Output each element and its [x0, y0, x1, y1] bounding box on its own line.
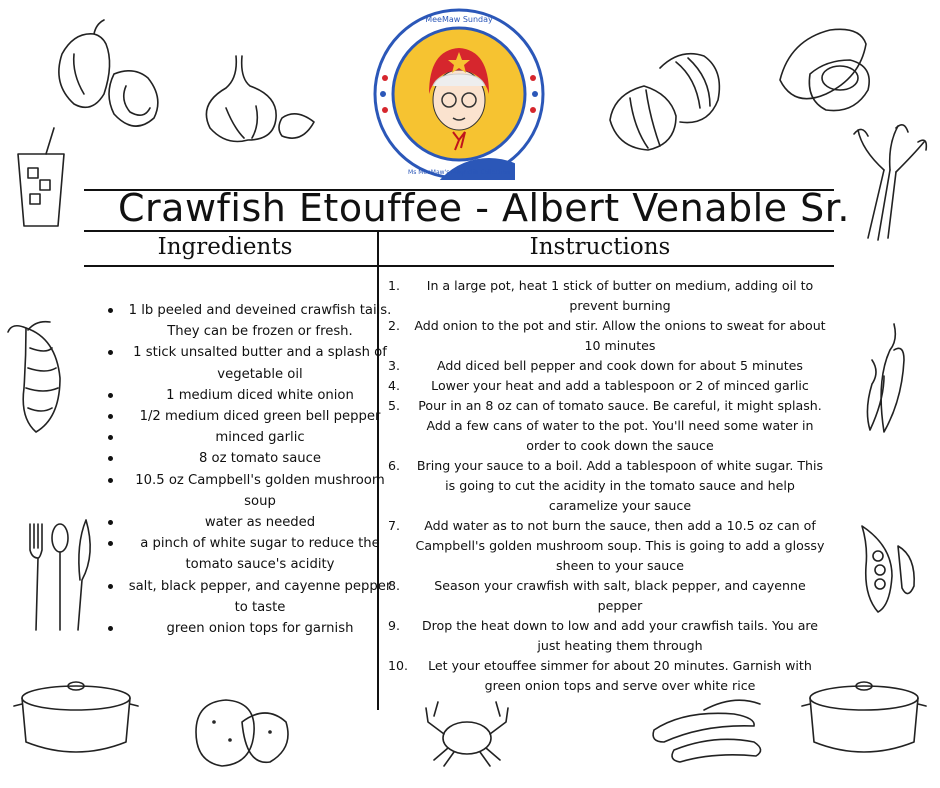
list-item [388, 276, 828, 316]
step-number: 6. [388, 458, 401, 473]
step-text: Add diced bell pepper and cook down for about 5 minutes [437, 358, 803, 373]
crab-icon [420, 694, 514, 770]
list-item [388, 576, 828, 616]
list-item: a pinch of white sugar to reduce the tomato sauce's acidity [126, 533, 394, 575]
list-item: minced garlic [126, 427, 394, 448]
ingredients-list [100, 300, 394, 639]
list-item: 10.5 oz Campbell's golden mushroom soup [126, 470, 394, 512]
step-number: 8. [388, 578, 401, 593]
chili-pepper-icon [854, 320, 920, 436]
step-text: Add onion to the pot and stir. Allow the onions to sweat for about 10 minutes [414, 318, 826, 353]
logo-top-text: MeeMaw Sunday [425, 15, 493, 24]
heading-rule [84, 265, 834, 267]
potato-icon [186, 692, 296, 772]
instructions-list [388, 276, 828, 696]
list-item [388, 316, 828, 356]
list-item: water as needed [126, 512, 394, 533]
list-item: 1 medium diced white onion [126, 385, 394, 406]
sausage-icon [644, 690, 770, 770]
garlic-icon [186, 48, 326, 148]
list-item [388, 356, 828, 376]
cutlery-icon [20, 514, 100, 634]
list-item [388, 616, 828, 656]
step-text: Add water as to not burn the sauce, then add a 10.5 oz can of Campbell's golden mushroom soup. This is going to add a glossy sheen to your sauce [415, 518, 825, 573]
list-item [388, 376, 828, 396]
step-text: Pour in an 8 oz can of tomato sauce. Be careful, it might splash. Add a few cans of water to the pot. You'll need some water in order to cook down the sauce [418, 398, 822, 453]
list-item: salt, black pepper, and cayenne pepper to taste [126, 576, 394, 618]
step-number: 1. [388, 278, 401, 293]
iced-drink-icon [10, 124, 72, 232]
list-item: green onion tops for garnish [126, 618, 394, 639]
shrimp-icon [6, 318, 70, 438]
step-number: 2. [388, 318, 401, 333]
step-text: In a large pot, heat 1 stick of butter on medium, adding oil to prevent burning [426, 278, 814, 313]
step-text: Drop the heat down to low and add your crawfish tails. You are just heating them through [421, 618, 819, 653]
step-number: 9. [388, 618, 401, 633]
step-text: Lower your heat and add a tablespoon or 2 of minced garlic [431, 378, 809, 393]
bell-pepper-icon [44, 14, 164, 138]
recipe-title: Crawfish Etouffee - Albert Venable Sr. [118, 186, 850, 230]
list-item: 1 stick unsalted butter and a splash of vegetable oil [126, 342, 394, 384]
list-item [388, 516, 828, 576]
list-item [388, 396, 828, 456]
sweet-potato-icon [770, 20, 880, 120]
meemaw-logo [373, 8, 545, 180]
onion-icon [600, 38, 730, 156]
step-text: Season your crawfish with salt, black pepper, and cayenne pepper [434, 578, 806, 613]
step-number: 3. [388, 358, 401, 373]
step-number: 4. [388, 378, 401, 393]
pot-icon [12, 672, 140, 758]
step-text: Let your etouffee simmer for about 20 minutes. Garnish with green onion tops and serve over white rice [428, 658, 812, 693]
list-item: 1/2 medium diced green bell pepper [126, 406, 394, 427]
instructions-heading: Instructions [529, 234, 671, 260]
celery-icon [838, 120, 930, 242]
pot-icon [800, 668, 928, 758]
list-item: 8 oz tomato sauce [126, 448, 394, 469]
list-item: 1 lb peeled and deveined crawfish tails. They can be frozen or fresh. [126, 300, 394, 342]
pea-pod-icon [852, 516, 924, 616]
logo-bottom-text: Ms MeeMaw's Magnolia Collection [408, 169, 510, 176]
step-number: 10. [388, 658, 409, 673]
step-text: Bring your sauce to a boil. Add a tablespoon of white sugar. This is going to cut the acidity in the tomato sauce and help caramelize your sauce [416, 458, 824, 513]
step-number: 5. [388, 398, 401, 413]
ingredients-heading: Ingredients [157, 234, 293, 260]
list-item [388, 456, 828, 516]
step-number: 7. [388, 518, 401, 533]
